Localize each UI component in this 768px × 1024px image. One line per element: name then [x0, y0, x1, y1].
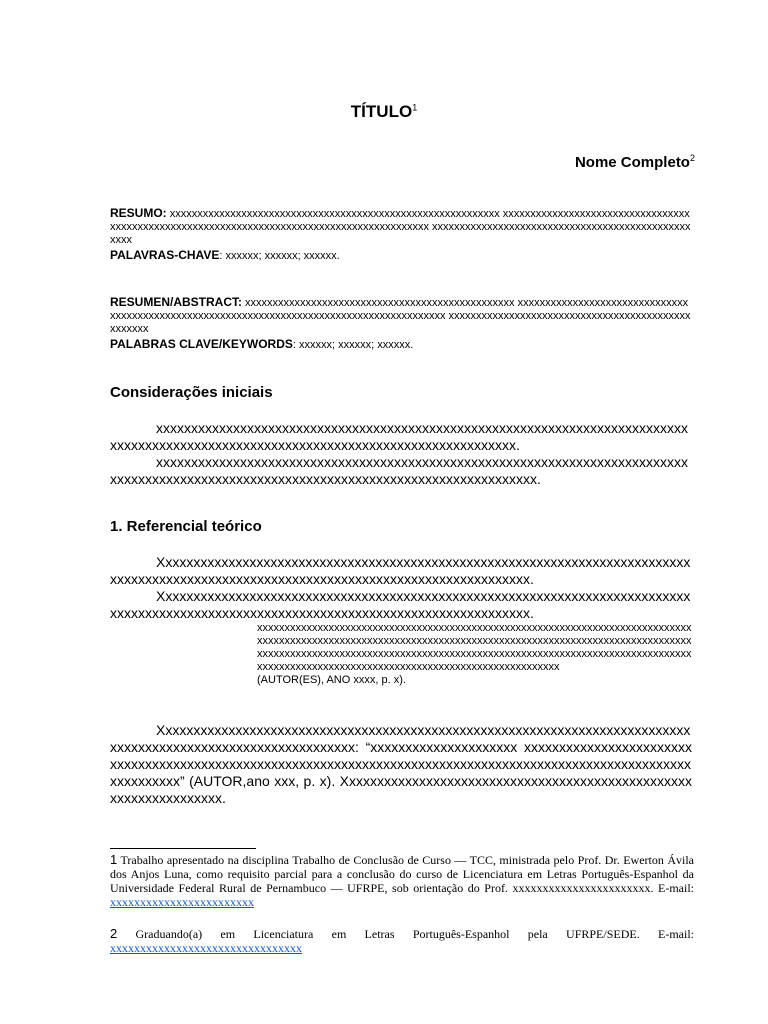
palavras-chave-label: PALAVRAS-CHAVE	[110, 248, 220, 262]
footnote-2	[110, 927, 694, 955]
section-referencial-body-2	[110, 722, 692, 807]
section-referencial-body	[110, 554, 692, 622]
resumen-block	[110, 296, 692, 336]
long-quote	[257, 622, 694, 687]
footnote-number: 2	[110, 926, 118, 941]
author-name	[110, 154, 695, 171]
footnote-email-link[interactable]: xxxxxxxxxxxxxxxxxxxxxxxx	[110, 895, 254, 909]
palavras-chave	[110, 248, 692, 263]
resumo-label: RESUMO:	[110, 206, 167, 220]
palabras-clave-label: PALABRAS CLAVE/KEYWORDS	[110, 337, 293, 351]
paragraph: xxxxxxxxxxxxxxxxxxxxxxxxxxxxxxxxxxxxxxxxxxxxxxxxxxxxxxxxxxxxxxxxxxxxxxxxxxxxxxxxxxxxxxxxxxxxxxxxxxxxxxxxxxxxxxxxxxxxxxxxxxxxxxxxxxxxxxxxx.	[110, 454, 688, 487]
long-quote-text: xxxxxxxxxxxxxxxxxxxxxxxxxxxxxxxxxxxxxxxxxxxxxxxxxxxxxxxxxxxxxxxxxxxxxxxxxxxxxxxxxxxxxxxxxxxxxxxxxxxxxxxxxxxxxxxxxxxxxxxxxxxxxxxxxxxxxxxxxxxxxxxxxxxxxxxxxxxxxxxxxxxxxxxxxxxxxxxxxxxxxxxxxxxxxxxxxxxxxxxxxxxxxxxxxxxxxxxxxxxxxxxxxxxxxxxxxxxxxxxxxxxxxxxxxxxxxxxxxxxxxxxxxxxxxxxxxxxxxxxxxxxxxxxxxxxx	[257, 622, 692, 673]
section-heading-referencial: 1. Referencial teórico	[110, 518, 262, 535]
paragraph: xxxxxxxxxxxxxxxxxxxxxxxxxxxxxxxxxxxxxxxxxxxxxxxxxxxxxxxxxxxxxxxxxxxxxxxxxxxxxxxxxxxxxxxxxxxxxxxxxxxxxxxxxxxxxxxxxxxxxxxxxxxxxxxxxxxxxx.	[110, 420, 688, 453]
footnote-separator	[110, 848, 256, 849]
palavras-chave-values: : xxxxxx; xxxxxx; xxxxxx.	[219, 250, 340, 262]
resumo-block	[110, 207, 692, 247]
document-title	[0, 102, 768, 122]
resumo-text: xxxxxxxxxxxxxxxxxxxxxxxxxxxxxxxxxxxxxxxxxxxxxxxxxxxxxxxxxxxx xxxxxxxxxxxxxxxxxxxxxxxxxxxxxxxxxxxxxxxxxxxxxxxxxxxxxxxxxxxxxxxxxxxxxxxxxxxxxxxxxxxxxxxxxxxx xxxxxxxxxxxxxxxxxxxxxxxxxxxxxxxxxxxxxxxxxxxxxxxxxxx	[110, 208, 691, 246]
section-consideracoes-body	[110, 420, 692, 488]
resumen-text: xxxxxxxxxxxxxxxxxxxxxxxxxxxxxxxxxxxxxxxxxxxxxxxxx xxxxxxxxxxxxxxxxxxxxxxxxxxxxxxxxxxxxxxxxxxxxxxxxxxxxxxxxxxxxxxxxxxxxxxxxxxxxxxxxxxxxxxxxxxxx xxxxxxxxxxxxxxxxxxxxxxxxxxxxxxxxxxxxxxxxxxxxxxxxxxx	[110, 297, 691, 335]
author-footnote-mark[interactable]: 2	[689, 153, 695, 163]
paragraph: Xxxxxxxxxxxxxxxxxxxxxxxxxxxxxxxxxxxxxxxxxxxxxxxxxxxxxxxxxxxxxxxxxxxxxxxxxxxxxxxxxxxxxxxxxxxxxxxxxxxxxxxxxxxxxxxxxxxxxxxxxxxxxxxxxxxxxxxx.	[110, 588, 691, 621]
footnote-email-link[interactable]: xxxxxxxxxxxxxxxxxxxxxxxxxxxxxxxx	[110, 941, 302, 955]
footnote-number: 1	[110, 852, 118, 867]
paragraph: Xxxxxxxxxxxxxxxxxxxxxxxxxxxxxxxxxxxxxxxxxxxxxxxxxxxxxxxxxxxxxxxxxxxxxxxxxxxxxxxxxxxxxxxxxxxxxxxxxxxxxxxxxxxxxxxxxxxxxxxxxxxxxxxxxxxxxxxx.	[110, 554, 691, 587]
palabras-clave	[110, 337, 692, 352]
palabras-clave-values: : xxxxxx; xxxxxx; xxxxxx.	[292, 339, 414, 351]
author-text: Nome Completo	[574, 154, 690, 171]
footnote-text: Graduando(a) em Licenciatura em Letras Português-Espanhol pela UFRPE/SEDE. E-mail:	[117, 927, 694, 941]
title-text: TÍTULO	[350, 102, 413, 121]
footnote-text: Trabalho apresentado na disciplina Trabalho de Conclusão de Curso — TCC, ministrada pelo Prof. Dr. Ewerton Ávila dos Anjos Luna, como requisito parcial para a conclusão do curso de Licenciatura em Letras Português-Espanhol da Universidade Federal Rural de Pernambuco — UFRPE, sob orientação do Prof. xxxxxxxxxxxxxxxxxxxxxxx. E-mail:	[110, 853, 694, 895]
footnote-1	[110, 853, 694, 909]
long-quote-reference: (AUTOR(ES), ANO xxxx, p. x).	[257, 674, 406, 686]
resumen-label: RESUMEN/ABSTRACT:	[110, 295, 242, 309]
section-heading-consideracoes: Considerações iniciais	[110, 384, 273, 401]
paragraph: Xxxxxxxxxxxxxxxxxxxxxxxxxxxxxxxxxxxxxxxxxxxxxxxxxxxxxxxxxxxxxxxxxxxxxxxxxxxxxxxxxxxxxxxxxxxxxxxxxxxxxxxxxxxxxxx: “xxxxxxxxxxxxxxxxxxxxx xxxxxxxxxxxxxxxxxxxxxxxxxxxxxxxxxxxxxxxxxxxxxxxxxxxxxxxxxxxxxxxxxxxxxxxxxxxxxxxxxxxxxxxxxxxxxxxxxxxxxxxxxxxxxxxxxxxxx” (AUTOR,ano xxx, p. x). Xxxxxxxxxxxxxxxxxxxxxxxxxxxxxxxxxxxxxxxxxxxxxxxxxxxxxxxxxxxxxxxxxx.	[110, 722, 692, 806]
title-footnote-mark[interactable]: 1	[412, 102, 418, 113]
